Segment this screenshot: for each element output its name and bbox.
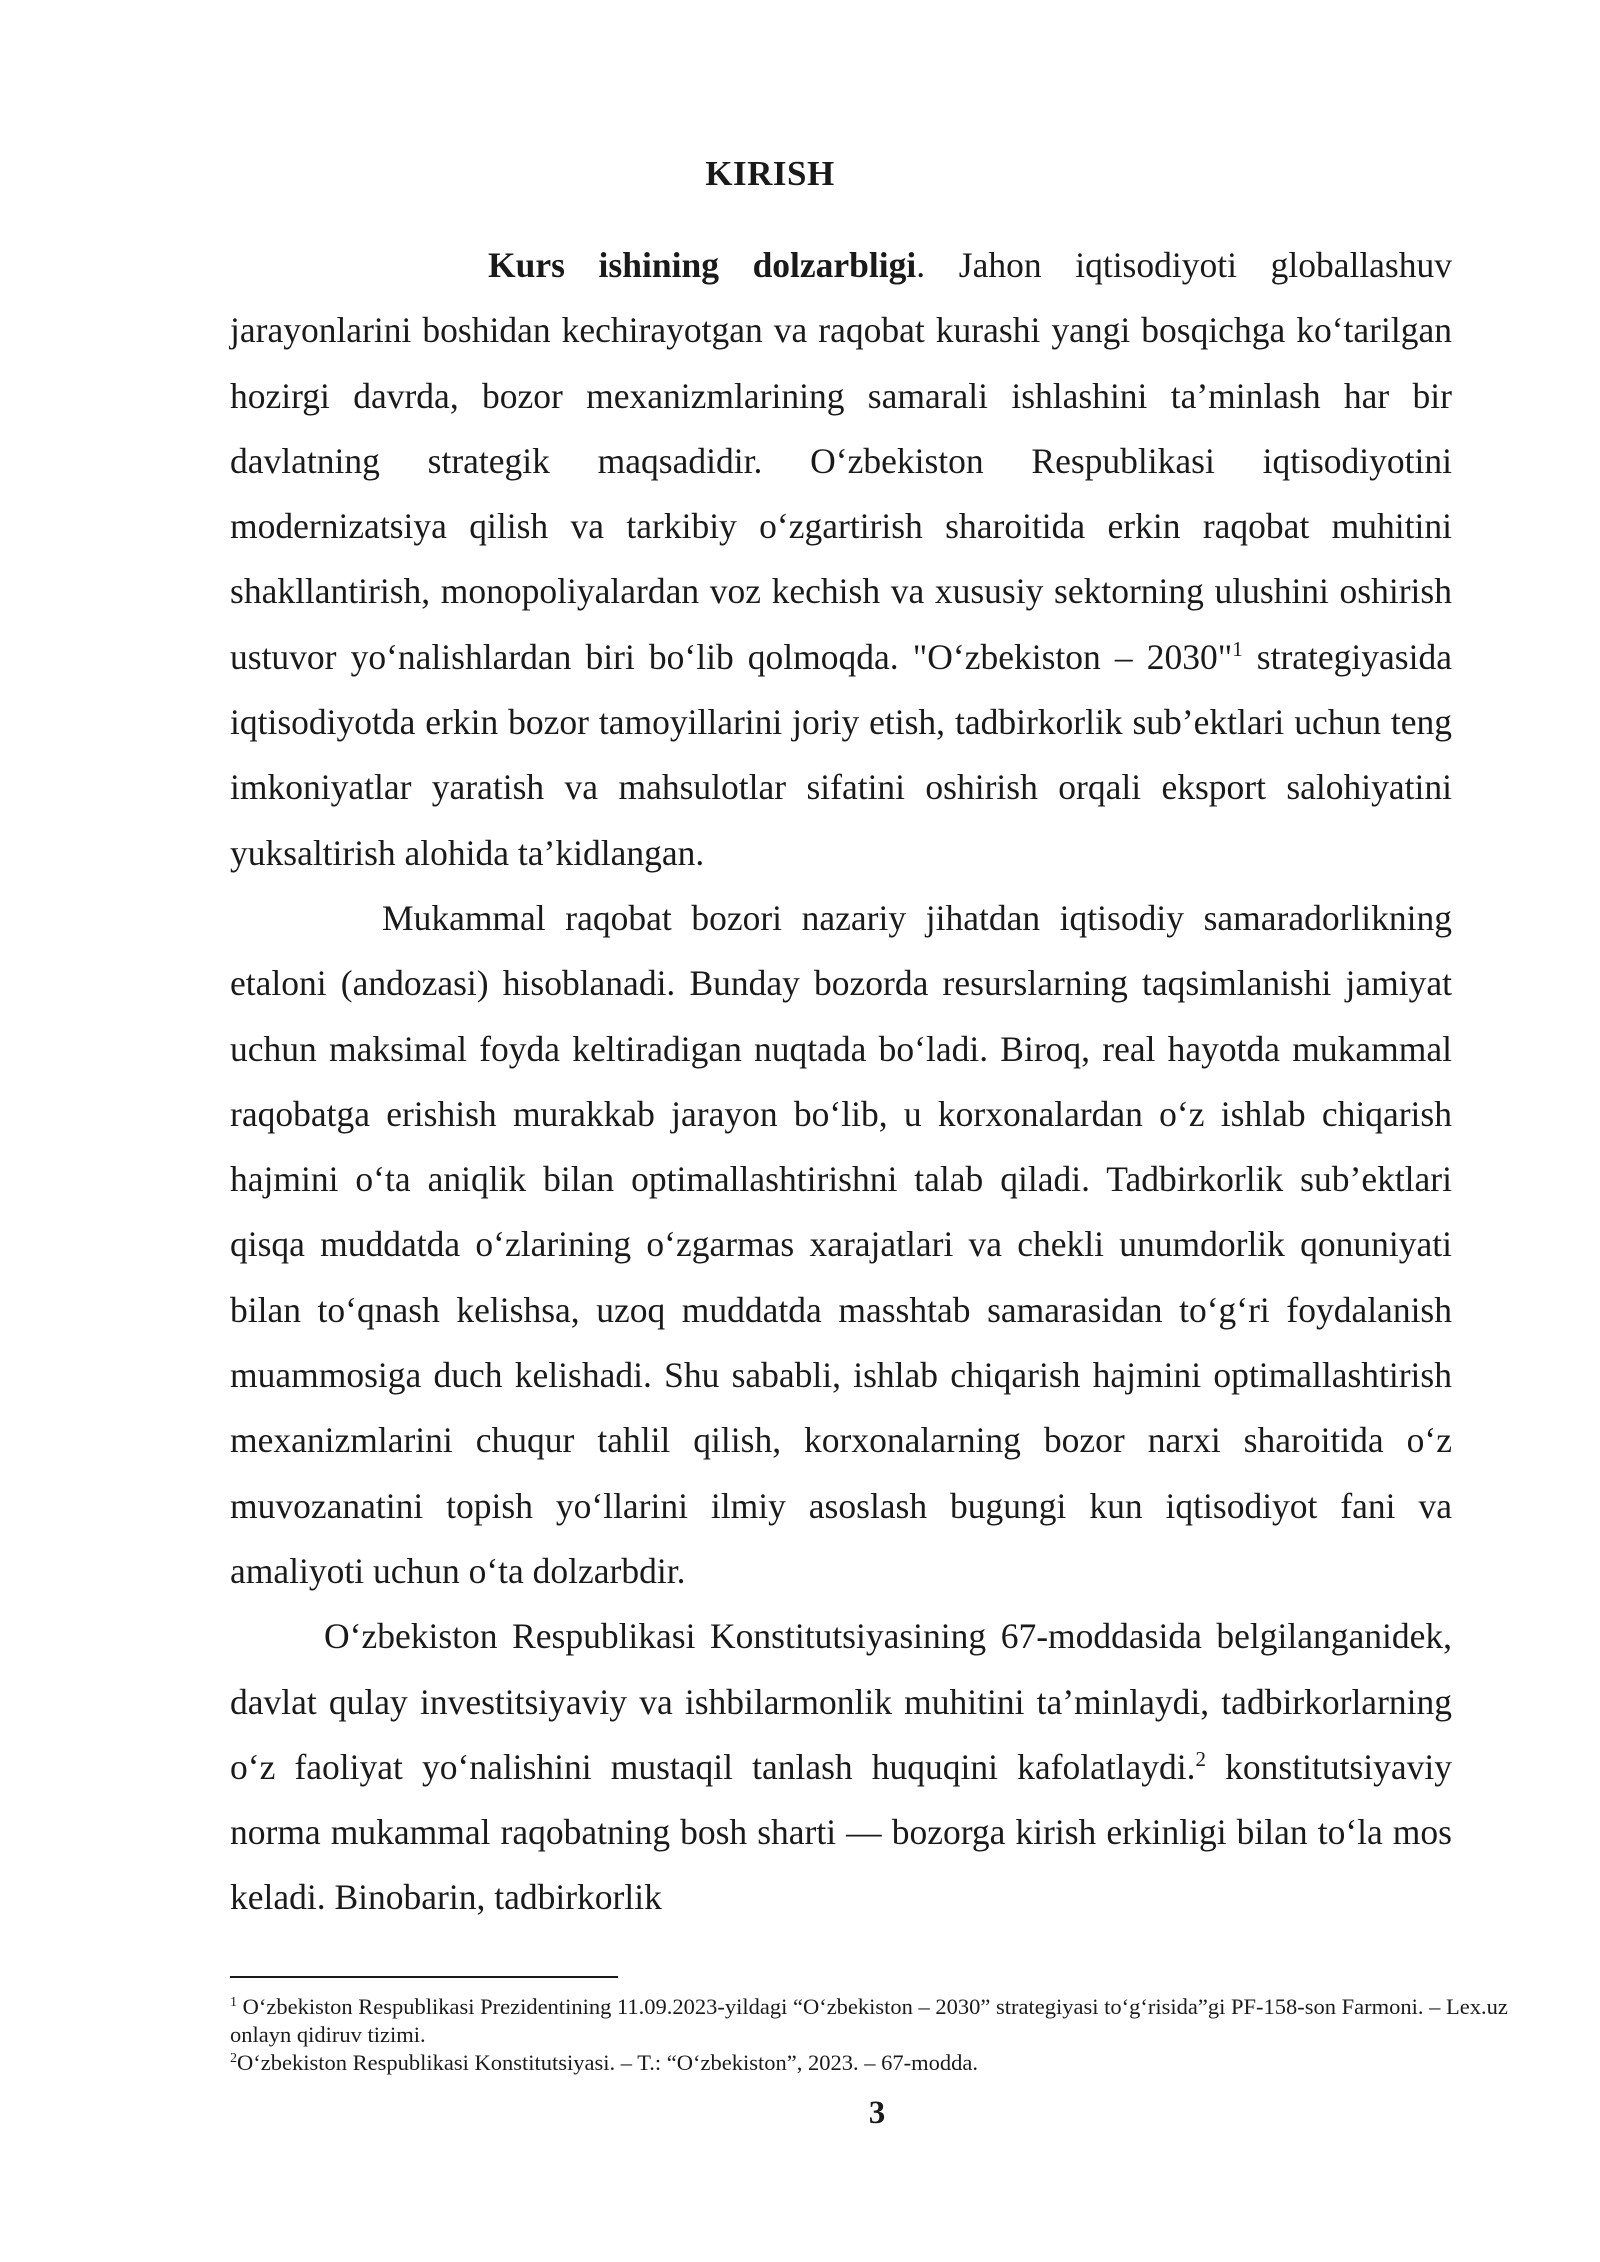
paragraph-text: O‘zbekiston Respublikasi Konstitutsiyasining 67-moddasida belgilanganidek, davlat qulay investitsiyaviy va ishbilarmonlik muhitini ta’minlaydi, tadbirkorlarning o‘z faoliyat yo‘nalishini mustaqil tanlash huquqini kafolatlaydi.: [230, 1616, 1452, 1787]
footnotes: [230, 1993, 1530, 2077]
footnote-reference[interactable]: 2: [1195, 1746, 1207, 1771]
footnote-reference[interactable]: 1: [1232, 636, 1243, 661]
body-text: [230, 233, 1452, 1931]
paragraph-lead: Kurs ishining dolzarbligi: [488, 245, 917, 285]
footnote-separator: [230, 1976, 618, 1978]
page-heading: KIRISH: [705, 154, 835, 193]
footnote-mark: 1: [230, 1995, 237, 2010]
footnote-item: [230, 2049, 1530, 2077]
paragraph-relevance: [230, 233, 1452, 886]
footnote-text: O‘zbekiston Respublikasi Prezidentining 11.09.2023-yildagi “O‘zbekiston – 2030” strategiyasi to‘g‘risida”gi PF-158-son Farmoni. – Lex.uz onlayn qidiruv tizimi.: [230, 1994, 1508, 2047]
paragraph-perfect-competition: Mukammal raqobat bozori nazariy jihatdan iqtisodiy samaradorlikning etaloni (andozasi) hisoblanadi. Bunday bozorda resurslarning taqsimlanishi jamiyat uchun maksimal foyda keltiradigan nuqtada bo‘ladi. Biroq, real hayotda mukammal raqobatga erishish murakkab jarayon bo‘lib, u korxonalardan o‘z ishlab chiqarish hajmini o‘ta aniqlik bilan optimallashtirishni talab qiladi. Tadbirkorlik sub’ektlari qisqa muddatda o‘zlarining o‘zgarmas xarajatlari va chekli unumdorlik qonuniyati bilan to‘qnash kelishsa, uzoq muddatda masshtab samarasidan to‘g‘ri foydalanish muammosiga duch kelishadi. Shu sababli, ishlab chiqarish hajmini optimallashtirish mexanizmlarini chuqur tahlil qilish, korxonalarning bozor narxi sharoitida o‘z muvozanatini topish yo‘llarini ilmiy asoslash bugungi kun iqtisodiyot fani va amaliyoti uchun o‘ta dolzarbdir.: [230, 897, 1452, 1591]
paragraph-text: konstitutsiyaviy norma mukammal raqobatning bosh sharti — bozorga kirish erkinligi bilan to‘la mos keladi. Binobarin, tadbirkorlik: [230, 1746, 1452, 1918]
footnote-mark: 2: [230, 2051, 237, 2066]
page-number: 3: [868, 2095, 886, 2131]
footnote-text: O‘zbekiston Respublikasi Konstitutsiyasi. – T.: “O‘zbekiston”, 2023. – 67-modda.: [237, 2050, 978, 2075]
footnote-item: [230, 1993, 1530, 2049]
paragraph-text: strategiyasida iqtisodiyotda erkin bozor tamoyillarini joriy etish, tadbirkorlik sub’ektlari uchun teng imkoniyatlar yaratish va mahsulotlar sifatini oshirish orqali eksport salohiyatini yuksaltirish alohida ta’kidlangan.: [230, 636, 1452, 873]
paragraph-text: . Jahon iqtisodiyoti globallashuv jarayonlarini boshidan kechirayotgan va raqobat kurashi yangi bosqichga ko‘tarilgan hozirgi davrda, bozor mexanizmlarining samarali ishlashini ta’minlash har bir davlatning strategik maqsadidir. O‘zbekiston Respublikasi iqtisodiyotini modernizatsiya qilish va tarkibiy o‘zgartirish sharoitida erkin raqobat muhitini shakllantirish, monopoliyalardan voz kechish va xususiy sektorning ulushini oshirish ustuvor yo‘nalishlardan biri bo‘lib qolmoqda. "O‘zbekiston – 2030": [230, 245, 1452, 677]
paragraph-constitution: [230, 1604, 1452, 1930]
